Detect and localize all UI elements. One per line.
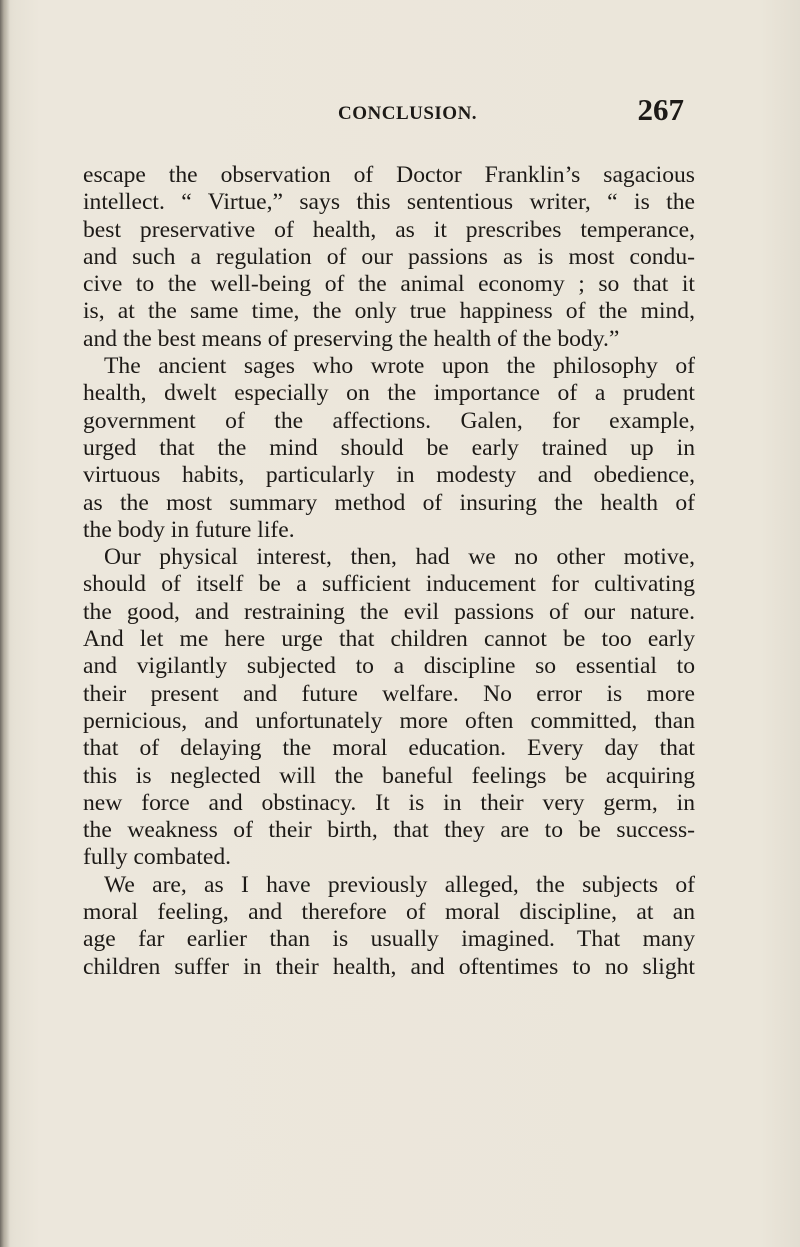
text-line: intellect. “ Virtue,” says this sententious writer, “ is the	[83, 189, 695, 216]
page-number: 267	[637, 92, 684, 127]
text-line: moral feeling, and therefore of moral discipline, at an	[83, 899, 695, 926]
text-line: is, at the same time, the only true happiness of the mind,	[83, 298, 695, 325]
text-line: And let me here urge that children cannot be too early	[83, 626, 695, 653]
text-line: their present and future welfare. No error is more	[83, 680, 695, 707]
text-line: and such a regulation of our passions as is most condu-	[83, 243, 695, 270]
text-line: children suffer in their health, and oftentimes to no slight	[83, 953, 695, 980]
running-head: CONCLUSION.	[338, 103, 478, 124]
text-line: escape the observation of Doctor Franklin’s sagacious	[83, 162, 695, 188]
text-line: pernicious, and unfortunately more often committed, than	[83, 707, 695, 734]
text-line: as the most summary method of insuring the health of	[83, 489, 695, 516]
text-line: urged that the mind should be early trained up in	[83, 434, 695, 461]
paragraph-first-line: The ancient sages who wrote upon the philosophy of	[104, 353, 695, 380]
body-text	[83, 162, 695, 981]
text-line: new force and obstinacy. It is in their very germ, in	[83, 789, 695, 816]
text-line: fully combated.	[83, 844, 232, 871]
text-line: cive to the well-being of the animal economy ; so that it	[83, 271, 695, 298]
text-line: best preservative of health, as it prescribes temperance,	[83, 216, 695, 243]
text-line: and the best means of preserving the health of the body.”	[83, 325, 620, 352]
text-line: and vigilantly subjected to a discipline so essential to	[83, 653, 695, 680]
page-header	[338, 90, 688, 130]
text-line: health, dwelt especially on the importance of a prudent	[83, 380, 695, 407]
text-line: should of itself be a sufficient inducement for cultivating	[83, 571, 695, 598]
text-line: virtuous habits, particularly in modesty and obedience,	[83, 462, 695, 489]
text-line: age far earlier than is usually imagined. That many	[83, 926, 695, 953]
paragraph-first-line: Our physical interest, then, had we no other motive,	[104, 544, 695, 571]
text-line: that of delaying the moral education. Every day that	[83, 735, 695, 762]
binding-gutter-shadow	[0, 0, 10, 1247]
text-line: the body in future life.	[83, 516, 295, 543]
text-line: government of the affections. Galen, for example,	[83, 407, 695, 434]
text-line: the weakness of their birth, that they are to be success-	[83, 817, 695, 844]
paragraph-first-line: We are, as I have previously alleged, the subjects of	[104, 871, 695, 898]
text-line: the good, and restraining the evil passions of our nature.	[83, 598, 695, 625]
text-line: this is neglected will the baneful feelings be acquiring	[83, 762, 695, 789]
